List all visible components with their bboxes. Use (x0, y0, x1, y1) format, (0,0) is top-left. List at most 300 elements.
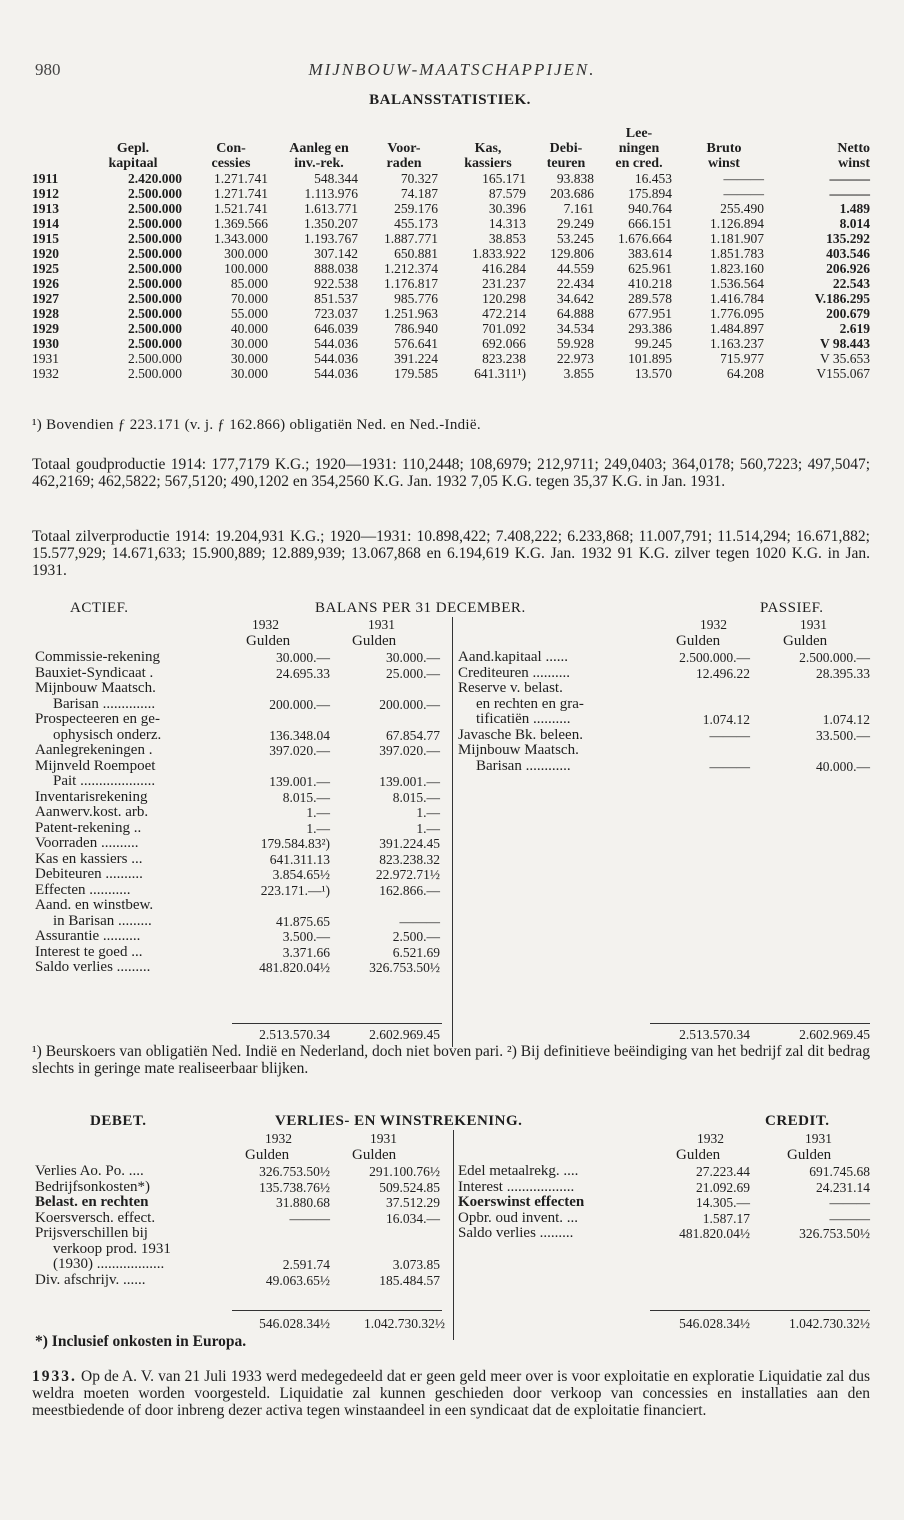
stats-cell: 2.500.000 (128, 186, 182, 201)
stats-cell: 129.806 (550, 246, 594, 261)
stats-cell: V155.067 (816, 366, 870, 381)
stats-cell: 646.039 (314, 321, 358, 336)
stats-row (32, 231, 870, 246)
passiva-total-rule (650, 1023, 870, 1024)
stats-year: 1913 (32, 201, 59, 216)
debet-total-1931: 1.042.730.32½ (364, 1316, 445, 1331)
stats-cell: 786.940 (394, 321, 438, 336)
stats-row (32, 216, 870, 231)
stats-cell: 2.619 (839, 321, 870, 336)
debet-value-1931: 3.073.85 (392, 1257, 440, 1272)
activa-value-1931: 397.020.— (379, 743, 440, 758)
stats-year: 1912 (32, 186, 59, 201)
stats-cell: 548.344 (314, 171, 358, 186)
activa-item: Aand. en winstbew. (35, 898, 154, 913)
activa-value-1931: 326.753.50½ (369, 960, 440, 975)
winst-note: *) Inclusief onkosten in Europa. (35, 1333, 247, 1350)
stats-column-header: Netto (837, 141, 870, 156)
stats-row (32, 336, 870, 351)
stats-cell: 851.537 (314, 291, 358, 306)
stats-cell: 2.500.000 (128, 366, 182, 381)
stats-cell: 30.000 (230, 366, 268, 381)
stats-cell: 1.521.741 (214, 201, 268, 216)
activa-item: ophysisch onderz. (53, 727, 162, 743)
stats-column-header: kassiers (464, 156, 512, 171)
passiva-unit-1932: Gulden (676, 633, 721, 649)
activa-value-1932: 8.015.— (282, 789, 330, 805)
activa-item: Commissie-rekening (35, 650, 160, 665)
stats-cell: 93.838 (556, 171, 594, 186)
activa-item: Aanlegrekeningen . (35, 743, 153, 758)
stats-row (32, 351, 870, 366)
stats-column-header (78, 126, 188, 141)
stats-cell: 544.036 (314, 366, 358, 381)
stats-column-header (188, 126, 274, 141)
activa-value-1931: 823.238.32 (379, 851, 440, 867)
activa-value-1931: 22.972.71½ (375, 867, 440, 882)
stats-cell: 576.641 (394, 336, 438, 351)
stats-cell: ——— (723, 171, 764, 186)
stats-cell: 7.161 (563, 201, 594, 216)
stats-column-header: Bruto (706, 141, 742, 156)
stats-year: 1932 (32, 366, 59, 381)
stats-cell: 165.171 (482, 171, 526, 186)
stats-cell: 677.951 (628, 306, 672, 321)
debet-value-1931: 16.034.— (386, 1210, 440, 1226)
stats-cell: 1.416.784 (710, 291, 764, 306)
activa-item: Aanwerv.kost. arb. (35, 805, 149, 820)
stats-cell: 74.187 (400, 186, 438, 201)
stats-cell: ——— (723, 186, 764, 201)
stats-cell: 1.271.741 (214, 186, 268, 201)
activa-value-1932: 1.— (306, 820, 330, 836)
passiva-item: Reserve v. belast. (458, 681, 563, 696)
activa-total-1931: 2.602.969.45 (369, 1027, 440, 1042)
debet-value-1931: 185.484.57 (379, 1272, 440, 1288)
activa-year-1931: 1931 (368, 617, 395, 632)
stats-column-header: teuren (546, 156, 586, 171)
passiva-value-1932: 12.496.22 (696, 665, 750, 681)
activa-value-1931: 6.521.69 (392, 944, 440, 960)
debet-value-1932: 31.880.68 (276, 1195, 330, 1210)
credit-value-1931: ——— (829, 1210, 870, 1226)
stats-cell: 1.271.741 (214, 171, 268, 186)
stats-cell: 410.218 (628, 276, 672, 291)
stats-cell: 391.224 (394, 351, 438, 366)
stats-column-header (444, 126, 532, 141)
debet-value-1932: 2.591.74 (282, 1257, 330, 1272)
credit-value-1931: 691.745.68 (809, 1164, 870, 1179)
stats-cell: 544.036 (314, 336, 358, 351)
activa-value-1931: 2.500.— (392, 929, 440, 944)
debet-value-1932: ——— (289, 1210, 330, 1226)
activa-item: Prospecteeren en ge- (35, 712, 160, 727)
stats-cell: 701.092 (482, 321, 526, 336)
final-year: 1933. (32, 1368, 77, 1385)
passiva-item: Aand.kapitaal ...... (458, 650, 568, 665)
stats-cell: 231.237 (482, 276, 526, 291)
passiva-total-1932: 2.513.570.34 (679, 1027, 750, 1042)
stats-cell: 403.546 (826, 246, 870, 261)
stats-year: 1911 (32, 171, 59, 186)
activa-item: in Barisan ......... (53, 913, 152, 929)
activa-value-1932: 223.171.—¹) (260, 882, 330, 898)
passiva-value-1932: ——— (709, 758, 750, 774)
stats-cell: 1.536.564 (710, 276, 764, 291)
stats-cell: ——— (829, 171, 870, 186)
debet-value-1932: 135.738.76½ (259, 1179, 330, 1195)
stats-cell: 888.038 (314, 261, 358, 276)
passiva-value-1932: ——— (709, 727, 750, 743)
passiva-value-1932: 2.500.000.— (679, 650, 750, 665)
stats-cell: 2.500.000 (128, 246, 182, 261)
stats-cell: 692.066 (482, 336, 526, 351)
credit-value-1932: 481.820.04½ (679, 1226, 750, 1241)
stats-column-header (364, 126, 444, 141)
stats-cell: 1.851.783 (710, 246, 764, 261)
activa-item: Interest te goed ... (35, 944, 143, 960)
stats-cell: 14.313 (488, 216, 526, 231)
stats-header-row (32, 141, 870, 156)
stats-cell: 2.500.000 (128, 231, 182, 246)
stats-cell: 22.973 (556, 351, 594, 366)
stats-cell: 255.490 (720, 201, 764, 216)
stats-cell: 1.350.207 (304, 216, 358, 231)
stats-cell: 59.928 (556, 336, 594, 351)
running-title: MIJNBOUW-MAATSCHAPPIJEN. (308, 60, 596, 79)
stats-cell: 38.853 (488, 231, 526, 246)
stats-column-header: Voor- (387, 141, 421, 156)
passiva-item: Mijnbouw Maatsch. (458, 743, 579, 758)
debet-unit-1931: Gulden (352, 1147, 397, 1163)
activa-value-1932: 139.001.— (269, 774, 330, 789)
balans-divider (452, 617, 453, 1047)
passiva-item: en rechten en gra- (476, 696, 584, 712)
stats-column-header: winst (708, 156, 740, 171)
winst-divider (453, 1130, 454, 1340)
stats-cell: 2.500.000 (128, 201, 182, 216)
final-text: Op de A. V. van 21 Juli 1933 werd medegedeeld dat er geen geld meer over is voor exploitatie en exploratie Liquidatie zal dus weldra moeten worden voorgesteld. Liquidatie zal kunnen geschieden door verkoop van concessies en installaties aan den meestbiedende of door inbreng dezer activa tegen winstaandeel in een syndicaat dat de exploitatie financiert. (32, 1368, 870, 1419)
stats-column-header: Lee- (625, 126, 653, 141)
activa-value-1931: 162.866.— (379, 882, 440, 898)
passiva-value-1931: 2.500.000.— (799, 650, 870, 665)
activa-value-1932: 641.311.13 (269, 851, 330, 867)
stats-cell: 40.000 (230, 321, 268, 336)
passiva-item: Barisan ............ (476, 758, 571, 774)
stats-cell: 1.126.894 (710, 216, 764, 231)
stats-cell: 2.500.000 (128, 276, 182, 291)
stats-cell: 1.181.907 (710, 231, 764, 246)
activa-label: ACTIEF. (70, 600, 129, 616)
stats-footnote: ¹) Bovendien ƒ 223.171 (v. j. ƒ 162.866) obligatiën Ned. en Ned.-Indië. (32, 417, 481, 433)
stats-cell: 120.298 (482, 291, 526, 306)
activa-value-1931: 67.854.77 (386, 727, 440, 743)
stats-cell: 200.679 (826, 306, 870, 321)
stats-cell: 101.895 (628, 351, 672, 366)
credit-label: CREDIT. (765, 1113, 830, 1129)
final-paragraph (32, 1368, 870, 1419)
stats-cell: 940.764 (628, 201, 672, 216)
stats-column-header: Aanleg en (289, 141, 349, 156)
stats-cell: 64.208 (726, 366, 764, 381)
stats-cell: 100.000 (224, 261, 268, 276)
activa-value-1932: 397.020.— (269, 743, 330, 758)
stats-cell: 70.327 (400, 171, 438, 186)
activa-total-1932: 2.513.570.34 (259, 1027, 330, 1042)
stats-cell: 641.311¹) (474, 366, 526, 381)
stats-cell: 922.538 (314, 276, 358, 291)
stats-cell: 1.193.767 (304, 231, 358, 246)
stats-cell: 1.251.963 (384, 306, 438, 321)
passiva-value-1931: 33.500.— (816, 727, 870, 743)
debet-item: verkoop prod. 1931 (53, 1241, 171, 1257)
credit-item: Opbr. oud invent. ... (458, 1210, 578, 1226)
gold-production-text: Totaal goudproductie 1914: 177,7179 K.G.; 1920—1931: 110,2448; 108,6979; 212,9711; 249,0403; 364,0178; 560,7223; 497,5047; 462,2169; 462,5822; 567,5120; 490,1202 en 354,2560 K.G. Jan. 1932 7,05 K.G. tegen 35,37 K.G. in Jan. 1931. (32, 456, 870, 490)
stats-cell: 16.453 (634, 171, 672, 186)
activa-value-1932: 136.348.04 (269, 727, 330, 743)
activa-value-1932: 1.— (306, 805, 330, 820)
stats-row (32, 366, 870, 381)
stats-cell: 1.613.771 (304, 201, 358, 216)
activa-value-1932: 200.000.— (269, 696, 330, 712)
passiva-year-1932: 1932 (700, 617, 727, 632)
activa-item: Effecten ........... (35, 882, 131, 898)
stats-cell: 293.386 (628, 321, 672, 336)
stats-cell: 383.614 (628, 246, 672, 261)
stats-cell: 3.855 (563, 366, 594, 381)
debet-year-1932: 1932 (265, 1131, 292, 1146)
activa-value-1931: ——— (399, 913, 440, 929)
stats-cell: 1.833.922 (472, 246, 526, 261)
stats-row (32, 306, 870, 321)
stats-year: 1930 (32, 336, 59, 351)
stats-cell: V 98.443 (819, 336, 870, 351)
stats-year: 1929 (32, 321, 59, 336)
activa-item: Debiteuren .......... (35, 867, 143, 882)
debet-value-1931: 37.512.29 (386, 1195, 440, 1210)
stats-cell: 2.420.000 (128, 171, 182, 186)
stats-cell: 455.173 (394, 216, 438, 231)
stats-row (32, 291, 870, 306)
activa-total-rule (232, 1023, 442, 1024)
stats-column-header (678, 126, 770, 141)
stats-title: BALANSSTATISTIEK. (369, 92, 531, 108)
credit-value-1931: 326.753.50½ (799, 1226, 870, 1241)
stats-row (32, 171, 870, 186)
balans-title: BALANS PER 31 DECEMBER. (315, 600, 526, 616)
stats-cell: 1.163.237 (710, 336, 764, 351)
stats-column-header: ningen (618, 141, 660, 156)
stats-cell: 307.142 (314, 246, 358, 261)
stats-table (32, 126, 870, 381)
credit-item: Saldo verlies ......... (458, 1226, 574, 1241)
stats-row (32, 261, 870, 276)
stats-header-row (32, 156, 870, 171)
stats-column-header: Kas, (474, 141, 502, 156)
silver-production-text: Totaal zilverproductie 1914: 19.204,931 K.G.; 1920—1931: 10.898,422; 7.408,222; 6.233,868; 11.007,791; 11.514,294; 16.671,882; 15.577,929; 14.671,633; 15.900,889; 12.889,939; 13.067,868 en 6.194,619 K.G. Jan. 1932 91 K.G. zilver tegen 1020 K.G. in Jan. 1931. (32, 528, 870, 579)
activa-item: Pait .................... (53, 774, 156, 789)
stats-cell: 64.888 (556, 306, 594, 321)
stats-column-header (532, 126, 600, 141)
stats-header-row (32, 126, 870, 141)
credit-value-1932: 21.092.69 (696, 1179, 750, 1195)
activa-item: Mijnbouw Maatsch. (35, 681, 156, 696)
activa-value-1932: 3.371.66 (282, 944, 330, 960)
stats-cell: 650.881 (394, 246, 438, 261)
stats-cell: V 35.653 (819, 351, 870, 366)
stats-cell: 44.559 (556, 261, 594, 276)
credit-year-1931: 1931 (805, 1131, 832, 1146)
credit-total-1931: 1.042.730.32½ (789, 1316, 870, 1331)
passiva-value-1931: 40.000.— (816, 758, 870, 774)
stats-cell: 70.000 (230, 291, 268, 306)
stats-column-header (274, 126, 364, 141)
credit-unit-1931: Gulden (787, 1147, 832, 1163)
passiva-year-1931: 1931 (800, 617, 827, 632)
stats-column-header: en cred. (615, 156, 663, 171)
activa-unit-1931: Gulden (352, 633, 397, 649)
activa-value-1932: 41.875.65 (276, 913, 330, 929)
stats-column-header: cessies (211, 156, 251, 171)
credit-unit-1932: Gulden (676, 1147, 721, 1163)
passiva-item: tificatiën .......... (476, 712, 571, 727)
stats-row (32, 276, 870, 291)
stats-cell: 289.578 (628, 291, 672, 306)
credit-value-1931: ——— (829, 1195, 870, 1210)
debet-item: Verlies Ao. Po. .... (35, 1164, 144, 1179)
credit-year-1932: 1932 (697, 1131, 724, 1146)
balans-notes: ¹) Beurskoers van obligatiën Ned. Indië en Nederland, doch niet boven pari. ²) Bij definitieve beëindiging van het bedrijf zal dit bedrag slechts in geringe mate realiseerbaar blijken. (32, 1043, 870, 1077)
debet-item: Bedrijfsonkosten*) (35, 1179, 150, 1195)
activa-value-1931: 30.000.— (386, 650, 440, 665)
stats-cell: 8.014 (839, 216, 870, 231)
stats-cell: 1.823.160 (710, 261, 764, 276)
stats-cell: 723.037 (314, 306, 358, 321)
passiva-value-1932: 1.074.12 (702, 712, 750, 727)
stats-cell: 416.284 (482, 261, 526, 276)
debet-item: Belast. en rechten (35, 1195, 149, 1210)
stats-cell: 206.926 (826, 261, 870, 276)
stats-year: 1927 (32, 291, 59, 306)
page-number: 980 (35, 60, 61, 79)
stats-row (32, 186, 870, 201)
stats-year: 1928 (32, 306, 59, 321)
activa-value-1931: 200.000.— (379, 696, 440, 712)
stats-cell: 2.500.000 (128, 321, 182, 336)
stats-column-header: Con- (216, 141, 246, 156)
activa-value-1931: 1.— (416, 805, 440, 820)
debet-unit-1932: Gulden (245, 1147, 290, 1163)
credit-value-1932: 14.305.— (696, 1195, 750, 1210)
credit-value-1932: 1.587.17 (702, 1210, 750, 1226)
credit-total-rule (650, 1310, 870, 1311)
activa-item: Barisan .............. (53, 696, 156, 712)
stats-cell: 1.676.664 (618, 231, 672, 246)
debet-item: Div. afschrijv. ...... (35, 1272, 146, 1288)
stats-year: 1926 (32, 276, 59, 291)
activa-value-1932: 3.500.— (282, 929, 330, 944)
stats-cell: 1.176.817 (384, 276, 438, 291)
activa-value-1932: 481.820.04½ (259, 960, 330, 975)
activa-value-1932: 30.000.— (276, 650, 330, 665)
activa-item: Saldo verlies ......... (35, 960, 151, 975)
stats-cell: 1.887.771 (384, 231, 438, 246)
stats-cell: 2.500.000 (128, 216, 182, 231)
credit-item: Interest .................. (458, 1179, 575, 1195)
passiva-value-1931: 1.074.12 (822, 712, 870, 727)
passiva-unit-1931: Gulden (783, 633, 828, 649)
stats-cell: 179.585 (394, 366, 438, 381)
activa-item: Kas en kassiers ... (35, 851, 143, 867)
winst-title: VERLIES- EN WINSTREKENING. (275, 1113, 523, 1129)
activa-item: Patent-rekening .. (35, 820, 142, 836)
stats-cell: 175.894 (628, 186, 672, 201)
stats-cell: 30.396 (488, 201, 526, 216)
stats-cell: 985.776 (394, 291, 438, 306)
stats-cell: 30.000 (230, 336, 268, 351)
stats-cell: 87.579 (488, 186, 526, 201)
credit-item: Koerswinst effecten (458, 1195, 585, 1210)
credit-item: Edel metaalrekg. .... (458, 1164, 579, 1179)
activa-value-1931: 25.000.— (386, 665, 440, 681)
stats-column-header (32, 141, 78, 156)
activa-value-1931: 391.224.45 (379, 836, 440, 851)
debet-value-1931: 291.100.76½ (369, 1164, 440, 1179)
activa-item: Bauxiet-Syndicaat . (35, 665, 154, 681)
debet-total-rule (232, 1310, 442, 1311)
activa-item: Mijnveld Roempoet (35, 758, 156, 774)
activa-unit-1932: Gulden (246, 633, 291, 649)
stats-cell: 1.484.897 (710, 321, 764, 336)
passiva-total-1931: 2.602.969.45 (799, 1027, 870, 1042)
stats-cell: 300.000 (224, 246, 268, 261)
stats-column-header (32, 126, 78, 141)
activa-year-1932: 1932 (252, 617, 279, 632)
stats-year: 1914 (32, 216, 59, 231)
stats-cell: 823.238 (482, 351, 526, 366)
stats-cell: 22.543 (832, 276, 870, 291)
stats-cell: 34.534 (556, 321, 594, 336)
stats-row (32, 201, 870, 216)
stats-cell: V.186.295 (814, 291, 870, 306)
stats-column-header: Gepl. (116, 141, 150, 156)
debet-item: Prijsverschillen bij (35, 1226, 148, 1241)
stats-cell: 203.686 (550, 186, 594, 201)
stats-cell: 2.500.000 (128, 306, 182, 321)
stats-cell: 2.500.000 (128, 291, 182, 306)
stats-cell: 22.434 (556, 276, 594, 291)
stats-cell: 625.961 (628, 261, 672, 276)
stats-column-header: kapitaal (108, 156, 158, 171)
stats-cell: 666.151 (628, 216, 672, 231)
stats-cell: 1.776.095 (710, 306, 764, 321)
stats-cell: 13.570 (634, 366, 672, 381)
stats-row (32, 246, 870, 261)
stats-cell: 99.245 (634, 336, 672, 351)
activa-value-1931: 8.015.— (392, 789, 440, 805)
activa-value-1932: 179.584.83²) (260, 836, 330, 851)
passiva-value-1931: 28.395.33 (816, 665, 870, 681)
credit-value-1931: 24.231.14 (816, 1179, 870, 1195)
stats-cell: 1.489 (839, 201, 870, 216)
activa-item: Inventarisrekening (35, 789, 148, 805)
stats-cell: 2.500.000 (128, 336, 182, 351)
stats-cell: 1.113.976 (304, 186, 358, 201)
stats-year: 1915 (32, 231, 59, 246)
stats-cell: 1.369.566 (214, 216, 268, 231)
stats-cell: 85.000 (230, 276, 268, 291)
stats-cell: 472.214 (482, 306, 526, 321)
